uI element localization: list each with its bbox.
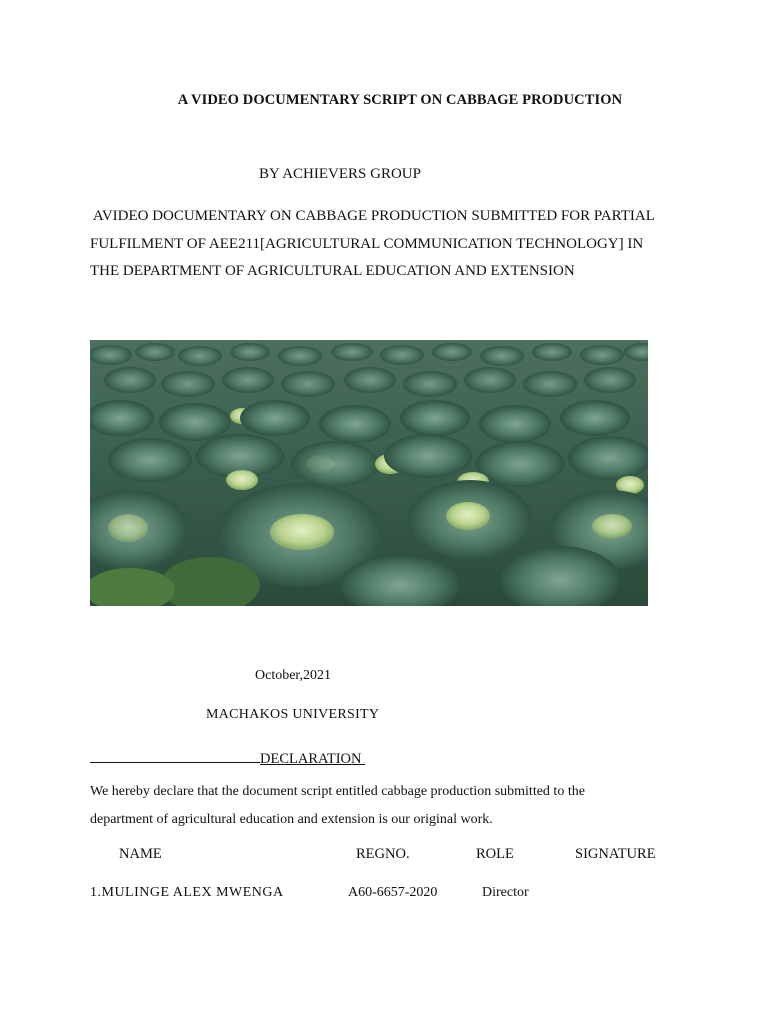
intro-line: THE DEPARTMENT OF AGRICULTURAL EDUCATION AND EXTENSION: [90, 263, 575, 279]
declaration-heading: DECLARATION: [260, 751, 362, 767]
university-name: MACHAKOS UNIVERSITY: [206, 707, 380, 722]
table-cell-name: 1.MULINGE ALEX MWENGA: [90, 885, 284, 900]
cabbage-field-photo: [90, 340, 648, 606]
intro-line: AVIDEO DOCUMENTARY ON CABBAGE PRODUCTION SUBMITTED FOR PARTIAL: [90, 208, 655, 224]
declaration-heading-line: [90, 748, 365, 768]
byline: BY ACHIEVERS GROUP: [259, 166, 421, 182]
table-header-signature: SIGNATURE: [575, 846, 656, 862]
underline-rule: [90, 748, 260, 763]
declaration-paragraph: [90, 778, 585, 833]
declaration-line: department of agricultural education and extension is our original work.: [90, 811, 493, 827]
document-date: October,2021: [255, 668, 332, 683]
intro-line: FULFILMENT OF AEE211[AGRICULTURAL COMMUNICATION TECHNOLOGY] IN: [90, 235, 644, 252]
declaration-line: We hereby declare that the document script entitled cabbage production submitted to the: [90, 784, 585, 799]
table-cell-regno: A60-6657-2020: [348, 885, 438, 900]
intro-paragraph: [90, 203, 655, 286]
table-header-regno: REGNO.: [356, 846, 410, 862]
table-cell-role: Director: [482, 885, 529, 900]
table-header-name: NAME: [119, 846, 162, 862]
document-title: A VIDEO DOCUMENTARY SCRIPT ON CABBAGE PRODUCTION: [177, 92, 623, 108]
table-header-role: ROLE: [476, 846, 514, 862]
